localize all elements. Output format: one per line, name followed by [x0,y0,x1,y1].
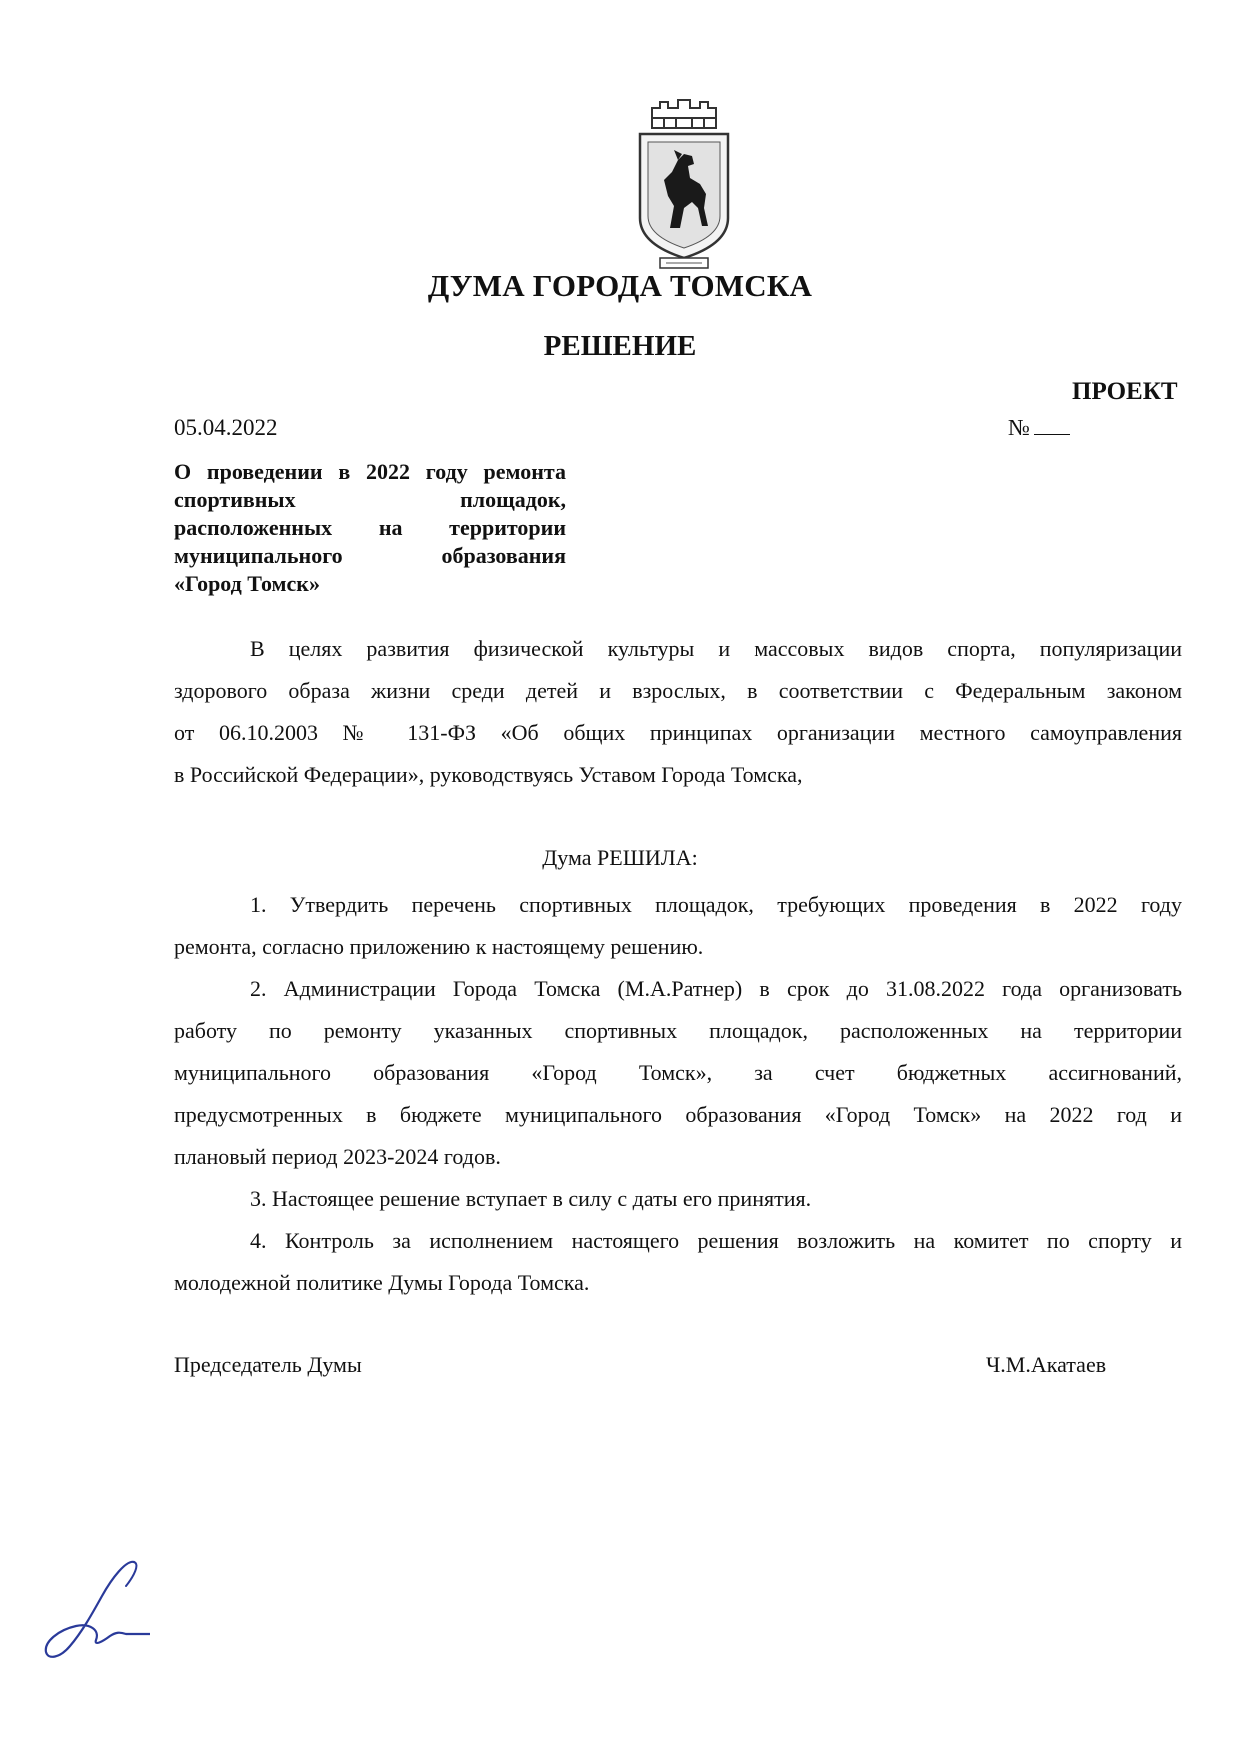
signature-title: Председатель Думы [174,1352,362,1377]
decided-heading: Дума РЕШИЛА: [542,845,698,870]
item-line: плановый период 2023-2024 годов. [174,1144,501,1169]
preamble [174,628,1182,796]
doc-number [1008,415,1070,441]
handwritten-signature-icon [30,1556,150,1666]
preamble-line: В целях развития физической культуры и массовых видов спорта, популяризации [250,636,1182,661]
decision-item-2 [174,968,1182,1178]
item-line: 2. Администрации Города Томска (М.А.Ратнер) в срок до 31.08.2022 года организовать [250,976,1182,1001]
subject-line: расположенных на территории [174,515,566,540]
org-name: ДУМА ГОРОДА ТОМСКА [427,268,813,303]
decision-item-4 [174,1220,1182,1304]
item-line: ремонта, согласно приложению к настоящему решению. [174,934,704,959]
item-line: работу по ремонту указанных спортивных площадок, расположенных на территории [174,1018,1182,1043]
doc-date: 05.04.2022 [174,415,278,440]
preamble-line: от 06.10.2003 № 131-ФЗ «Об общих принципах организации местного самоуправления [174,720,1182,745]
preamble-line: в Российской Федерации», руководствуясь Уставом Города Томска, [174,762,803,787]
number-label: № [1008,415,1030,440]
decision-item-1 [174,884,1182,968]
item-line: 3. Настоящее решение вступает в силу с даты его принятия. [250,1186,812,1211]
item-line: муниципального образования «Город Томск», за счет бюджетных ассигнований, [174,1060,1182,1085]
preamble-line: здорового образа жизни среди детей и взрослых, в соответствии с Федеральным законом [174,678,1182,703]
item-line: молодежной политике Думы Города Томска. [174,1270,590,1295]
decision-item-3 [174,1178,1182,1220]
subject-line: О проведении в 2022 году ремонта [174,459,566,484]
doc-type: РЕШЕНИЕ [543,330,697,362]
number-blank [1034,416,1070,435]
signature-name: Ч.М.Акатаев [986,1352,1107,1377]
doc-subject [174,458,566,598]
subject-line: «Город Томск» [174,571,320,596]
decision-items [174,884,1182,1304]
draft-label: ПРОЕКТ [1072,378,1178,405]
item-line: 4. Контроль за исполнением настоящего решения возложить на комитет по спорту и [250,1228,1182,1253]
tomsk-coat-of-arms-icon [634,98,734,272]
subject-line: муниципального образования [174,543,566,568]
item-line: 1. Утвердить перечень спортивных площадок, требующих проведения в 2022 году [250,892,1182,917]
item-line: предусмотренных в бюджете муниципального образования «Город Томск» на 2022 год и [174,1102,1182,1127]
subject-line: спортивных площадок, [174,487,566,512]
